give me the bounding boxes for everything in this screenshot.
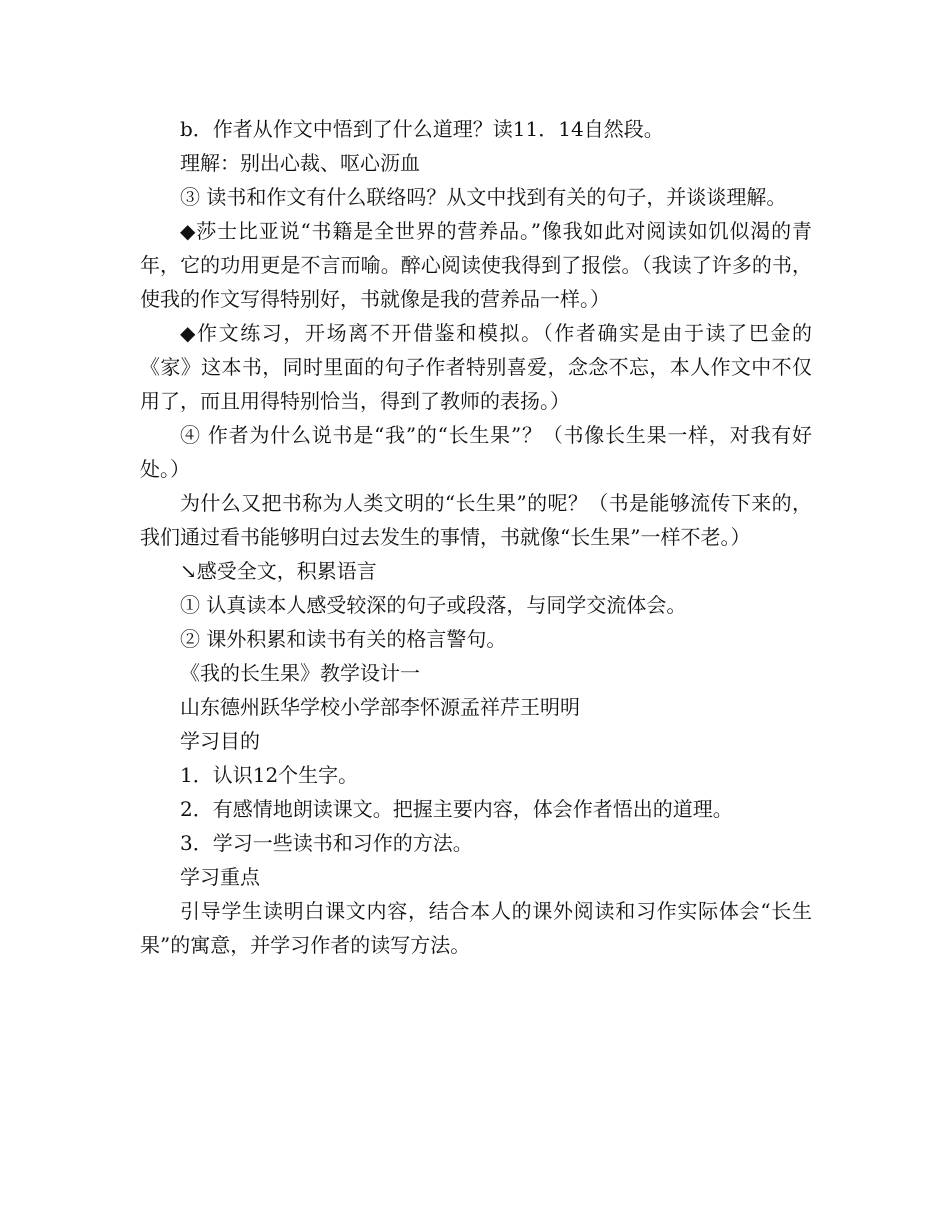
paragraph-question-4: ④ 作者为什么说书是“我”的“长生果”？（书像长生果一样，对我有好处。） — [140, 423, 812, 481]
paragraph-key-points-heading: 学习重点 — [180, 865, 260, 889]
paragraph-question-3: ③ 读书和作文有什么联络吗？从文中找到有关的句子，并谈谈理解。 — [180, 185, 787, 209]
paragraph-item-1: ① 认真读本人感受较深的句子或段落，与同学交流体会。 — [180, 593, 687, 617]
paragraph-understanding: 理解：别出心裁、呕心沥血 — [180, 151, 420, 175]
paragraph-shakespeare-quote: ◆莎士比亚说“书籍是全世界的营养品。”像我如此对阅读如饥似渴的青年，它的功用更是不言而喻。醉心阅读使我得到了报偿。（我读了许多的书，使我的作文写得特别好，书就像是我的营养品一样。） — [140, 219, 812, 311]
document-body — [140, 112, 812, 962]
paragraph-goal-2: 2．有感情地朗读课文。把握主要内容，体会作者悟出的道理。 — [180, 797, 733, 821]
paragraph-goal-3: 3．学习一些读书和习作的方法。 — [180, 831, 473, 855]
paragraph-why-civilization: 为什么又把书称为人类文明的“长生果”的呢？（书是能够流传下来的，我们通过看书能够明白过去发生的事情，书就像“长生果”一样不老。） — [140, 491, 812, 549]
paragraph-goal-1: 1．认识12个生字。 — [180, 763, 359, 787]
paragraph-lesson-title: 《我的长生果》教学设计一 — [180, 661, 420, 685]
paragraph-authors: 山东德州跃华学校小学部李怀源孟祥芹王明明 — [180, 695, 580, 719]
paragraph-item-2: ② 课外积累和读书有关的格言警句。 — [180, 627, 507, 651]
paragraph-learning-goals-heading: 学习目的 — [180, 729, 260, 753]
paragraph-key-points-text: 引导学生读明白课文内容，结合本人的课外阅读和习作实际体会“长生果”的寓意，并学习作者的读写方法。 — [140, 899, 812, 957]
paragraph-question-b: b．作者从作文中悟到了什么道理？读11．14自然段。 — [180, 117, 664, 141]
paragraph-feel-full-text: ↘感受全文，积累语言 — [180, 559, 377, 583]
paragraph-writing-practice: ◆作文练习，开场离不开借鉴和模拟。（作者确实是由于读了巴金的《家》这本书，同时里面的句子作者特别喜爱，念念不忘，本人作文中不仅用了，而且用得特别恰当，得到了教师的表扬。） — [140, 321, 812, 413]
